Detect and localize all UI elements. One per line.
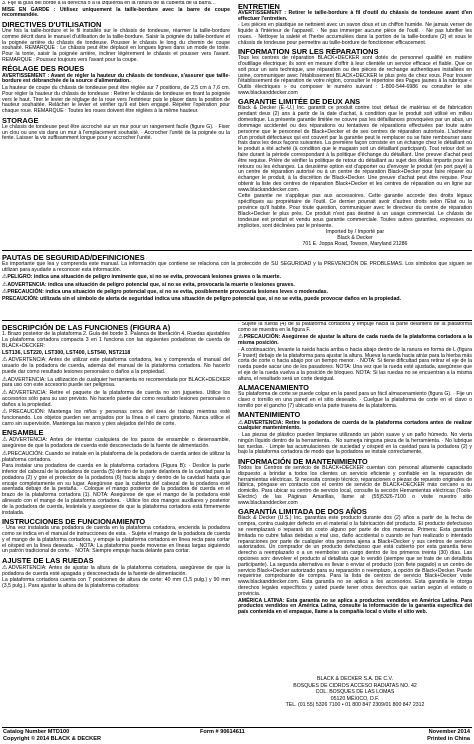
heading-descripcion: DESCRIPCIÓN DE LAS FUNCIONES (FIGURA A) [2,322,171,332]
imported-line-1: Imported by / Importé par [325,229,385,236]
heading-ensamble: ENSAMBLE [2,428,44,438]
mantenimiento-warning: ⚠ADVERTENCIA: Retire la podadora de cuerda de la plataforma cortadora antes de realizar cualquier mantenimiento. [238,419,472,432]
divider-footer [2,727,472,728]
mexico-address [238,676,472,712]
mx-line-3: COL. BOSQUES DE LAS LOMAS [315,689,395,695]
mx-line-2: BOSQUES DE CIDROS ACCESO RADIATAS NO. 42 [293,682,417,689]
heading-almacenamiento: ALMACENAMIENTO [238,383,309,393]
warning-triangle-icon: ⚠ [2,565,9,571]
instrucciones-text: · Una vez instalada una podadora de cuerda en la plataforma cortadora, encienda la podadora como se indica en el manual de instrucciones de esta. · Sujete el mango de la podadora de cuerda y el mango de la plataforma cortadora, y empuje la plataforma cortadora en línea recta para cortar el césped en la línea deseada. · NOTA: La plataforma puede moverse en líneas largas siguiendo un patrón tradicional de corte. · NOTA: Siempre empuje hacia delante para cortar. [2,525,230,555]
imported-line-2: Black & Decker [337,234,373,241]
ajuste-steps: · A continuación, levante la rueda hacia arriba o hacia abajo dentro de la ranura en forma de L (figura F Insert) debajo de la plataforma para ajustar la altura. Mueva la rueda hacia atrás para la hierba más corta de corte o hacia abajo por un tiempo menor. · NOTA: Si tiene dificultad para retirar el eje de la rueda puede sacar uno de los pasadores. NOTA: Una vez que la rueda esté ajustada, asegúrese que el eje de la rueda vuelva a la posición de bloqueo. NOTA: Si las ruedas no se encuentran a la misma altura, el resultado será un corte desigual. [238,346,472,382]
warning-triangle-icon: ⚠ [2,409,10,416]
warning-triangle-icon: ⚠ [2,376,8,383]
imported-line-3: 701 E. Joppa Road, Towson, Maryland 21286 [302,240,408,247]
info-mantenimiento-text: Todos los Centros de servicio de BLACK+DECKER cuentan con personal altamente capacitado dispuesto a brindar a todos los clientes un servicio eficiente y confiable en la reparación de herramientas eléctricas. Si necesita consejo técnico, reparaciones o piezas de repuesto originales de fábrica, póngase en contacto con el centro de servicio de BLACK+DECKER más cercano a su domicilio. Para ubicar su centro de servicio local, consulte la sección Herramientas eléctricas (Tools-Electric) de las Páginas Amarillas, llame al: (55)5326-7100 o visite nuestro sitio www.blackanddecker.com [238,464,472,506]
peligro-text: PELIGRO: indica una situación de peligro inminente que, si no se evita, provocará lesiones graves o la muerte. [7,274,281,281]
footer-date: November 2014 [428,729,470,735]
garantie-text: Black & Decker (É.-U.) Inc. garantit ce produit contre tout défaut de matériau et de fabrication pendant deux (2) ans à partir de la date d'achat, à condition que le produit soit utilisé en milieu domestique. La présente garantie limitée ne couvre pas les défaillances provoquées par un abus, un dommage accidentel ou des réparations ou tentatives de réparations effectuées par toute autre personne que le personnel de Black+Decker et de ses centres de réparation autorisés. L'acheteur d'un produit défectueux qui est couvert par la garantie peut le remplacer ou se faire rembourser sans frais dans les deux façons suivantes. La première façon consiste en un échange chez le détaillant où le produit a été acheté (à condition que le magasin soit un détaillant participant). Tout retour doit se faire durant la période correspondant à la politique d'échange du détaillant. Une preuve d'achat peut être requise. Prière de vérifier la politique de retour du détaillant au sujet des délais impartis pour les retours ou les échanges. La deuxième option est d'apporter ou d'envoyer le produit (en port payé) à un centre de réparation autorisé ou à un centre de réparation Black+Decker pour faire réparer ou échanger le produit, à la discrétion de Black+Decker. Une preuve d'achat peut être requise. Pour obtenir la liste des centres de réparation Black+Decker et les centres de réparation ou en ligne sur www.blackanddecker.com. [238,105,472,193]
adv-2: ⚠ADVERTENCIA: La utilización de cualquier herramienta no recomendada por BLACK+DECKER para uso con este accesorio puede ser peligrosa. [2,376,230,389]
imported-by [238,230,472,247]
precaucion2-text: PRECAUCIÓN: utilizada sin el símbolo de alerta de seguridad indica una situación de peligro potencial que, si no se evita, puede provocar daños en la propiedad. [2,295,401,302]
ajuste-text: La plataforma cortadora cuenta con 7 posiciones de altura de corte: 40 mm (1,5 pulg.) y 90 mm (3,5 pulg.). Para ajustar la altura de la plataforma cortadora: [2,577,230,590]
warning-triangle-icon: ⚠ [2,281,8,288]
warning-triangle-icon: ⚠ [238,419,244,426]
heading-instrucciones: INSTRUCCIONES DE FUNCIONAMIENTO [2,517,146,527]
adv-3: ⚠ADVERTENCIA: Retire el paquete de la plataforma de cuerda no son juguetes. Utilice los accesorios sólo para su uso previsto. No hacerlo puede dar como resultado lesiones personales o daños a la propiedad. [2,390,230,408]
entretien-warning: AVERTISSEMENT : Retirer le taille-bordure à fil d'outil du châssis de tondeuse avant d'en effectuer l'entretien. [238,9,472,22]
descripcion-text: La plataforma cortadora compacta 3 en 1 funciona con las siguientes podadoras de cuerda de BLACK+DECKER: [2,337,230,350]
form-number: Form # 90614611 [200,729,245,735]
entretien-text: · Les pièces en plastique se nettoient avec un savon doux et un chiffon humide. Ne jamais verser de liquide à l'intérieur de l'appareil. · Ne pas immerger aucune pièce de l'outil. · Ne pas lubrifier les roues. · Nettoyer la saleté et l'herbe accumulées dans la portion de la taille-bordure (2) et sous le châssis de tondeuse pour permettre au taille-bordure de fonctionner efficacement. [238,22,472,46]
mx-line-4: 05120 MÉXICO, D.F. [330,695,380,702]
top-right-column [238,1,472,247]
heading-mantenimiento: MANTENIMIENTO [238,410,301,420]
storage-text: Le châssis de tondeuse peut être accroché sur un mur pour un rangement facile (figure G). · Fixer un clou ou une vis dans un mur à l'emplacement souhaité. · Accrocher l'unité de la poignée ou la fente. Laisser la vis suffisamment longue pour y accrocher l'unité. [2,123,230,142]
info-reparations-text: Tous les centres de réparation BLACK+DECKER sont dotés de personnel qualifié en matière d'outillage électrique; ils sont en mesure d'offrir à leur clientèle un service efficace et fiable. Que ce soit pour un avis technique, une réparation ou des pièces de rechange authentiques installées en usine, communiquer avec l'établissement BLACK+DECKER le plus près de chez vous. Pour trouver l'établissement de réparation de votre région, consulter le répertoire des Pages jaunes à la rubrique « Outils électriques » ou composer le numéro suivant : 1-800-544-6986 ou consulter le site www.blackanddecker.com [238,55,472,96]
america-latina-text: AMÉRICA LATINA: Esta garantía no se aplica a productos vendidos en América Latina. Para productos vendidos en América Latina, consulte la información de la garantía específica del país contenida en el empaque, llame a la compañía local o visite el sitio web. [238,597,472,616]
heading-garantie: GARANTIE LIMITÉE DE DEUX ANS [238,97,361,107]
mantenimiento-text: · Las piezas de plástico pueden limpiarse utilizando un jabón suave y un paño húmedo. No vierta ningún líquido dentro de la herramienta. · No sumerja ninguna pieza de la herramienta. · No lubrique las ruedas. · Limpie las acumulaciones de suciedad y césped en la cavidad para la podadora (2) y bajo la plataforma cortadora de modo que la podadora se instale correctamente. [238,431,472,456]
prec-1: ⚠PRECAUCIÓN: Mantenga los niños y personas cerca del área de trabajo mientras esté funcionando. Los objetos pueden ser arrojados por la línea o el carro giratorio. Nunca utilice el carro sin supervisión. Mantenga las manos y pies alejados del hilo de corte. [2,409,230,427]
copyright: Copyright © 2014 BLACK & DECKER [3,736,101,742]
heading-pautas: PAUTAS DE SEGURIDAD/DEFINICIONES [2,252,145,262]
reglage-warning: AVERTISSEMENT : Avant de régler la hauteur du châssis de tondeuse, s'assurer que taille-bordure est débranchée de la source d'alimentation. [2,72,230,85]
ensamble-warning: ⚠ADVERTENCIA: Antes de intentar cualquiera de los pasos de ensamble o desensamble, asegúrese de que la podadora de cuerda esté desconectada de la fuente de alimentación. [2,437,230,450]
intro-line-2: MISE EN GARDE : Utilisez uniquement la taille-bordure avec la barre de coupe recommandée. [2,6,230,19]
heading-garantia: GARANTÍA LIMITADA DE DOS AÑOS [238,507,367,517]
adv-1: ⚠ADVERTENCIA: Antes de utilizar este plataforma cortadora, lea y comprenda el manual del usuario de la podadora de cuerda, además del manual de la plataforma cortadora. No hacerlo puede dar como resultado lesiones personales o daños a la propiedad. [2,357,230,375]
bottom-left-column [2,322,230,708]
descripcion-items: 1. Brazo posterior de la plataforma 2. Guía del borde 3. Palanca de liberación 4. Ruedas ajustables [2,330,230,337]
heading-ajuste: AJUSTE DE LAS RUEDAS [2,555,94,565]
heading-entretien: ENTRETIEN [238,1,280,11]
heading-directives: DIRECTIVES D'UTILISATION [2,19,102,29]
warning-triangle-icon: ⚠ [2,274,8,281]
warning-triangle-icon: ⚠ [2,289,8,296]
heading-info-mantenimiento: INFORMACIÓN DE MANTENIMIENTO [238,456,368,466]
directives-text: Une fois la taille-bordure et le fil installés sur le châssis de tondeuse, réarmer la taille-bordure comme décrit dans le manuel d'utilisation de la taille-bordure. Saisir la poignée du taille-bordure et la poignée arrière du châssis de tondeuse. Pousser le châssis le long du chemin de coupe souhaité. REMARQUE : Le châssis peut être déplacé en longues lignes dans un mode de tonte. Pour la tonte, saisir la poignée arrière, incliner légèrement le châssis et pousser vers l'avant. REMARQUE : Poussez toujours vers l'avant pour la coupe. [2,27,230,63]
printed-in: Printed in China [427,736,470,742]
warning-triangle-icon: ⚠ [2,437,9,444]
pautas-intro: Es importante que lea y comprenda este manual. La información que contiene se relaciona con la protección de SU SEGURIDAD y la PREVENCIÓN DE PROBLEMAS. Los símbolos que siguen se utilizan para ayudarle a reconocer esta información. [2,260,472,273]
divider-middle [2,320,472,321]
heading-reglage: RÉGLAGE DES ROUES [2,64,85,74]
warning-triangle-icon: ⚠ [2,390,9,396]
precaution-f: ⚠PRECAUCIÓN: Asegúrese de ajustar la altura de cada rueda de la plataforma cortadora a la misma posición. [238,334,472,347]
precaucion-text: PRECAUCIÓN: indica una situación de peligro potencial que, si no se evita, posiblemente provocaría lesiones leves o moderadas. [7,289,328,296]
intro-line-1: 3. Fije la guía del borde a la derecha o a la izquierda en la ranura de la cubierta de la barra… [2,1,216,6]
ensamble-precaution: ⚠PRECAUCIÓN: Cuando se instale en la plataforma de la podadora de cuerda antes de utilizar la plataforma cortadora. [2,450,230,463]
bottom-right-column [238,322,472,672]
continued-text: · Sujete la rueda (4) de la plataforma cortadora y empuje hacia la parte delantera de la plataforma como se muestra en la figura F. [238,322,472,333]
top-left-column [2,1,230,247]
warning-triangle-icon: ⚠ [238,334,244,341]
heading-info-reparations: INFORMATION SUR LES RÉPARATIONS [238,46,379,56]
spanish-safety-header [2,252,472,318]
peligro-line [2,274,472,281]
divider-top [2,250,472,251]
reglage-text: La hauteur de coupe du châssis de tondeuse peut être réglée sur 7 positions, de 2,5 cm à 7,6 cm. Pour régler la hauteur du châssis de tondeuse : Retirer le châssis de tondeuse en tirant la poignée vers le haut. Tirer le levier de réglage de la roue vers l'extérieur puis le placer dans la position de hauteur souhaitée. Relâcher le levier et vérifier qu'il est bien engagé. Répéter l'opération pour chaque roue. REMARQUE : Toutes les roues doivent être réglées à la même hauteur. [2,84,230,115]
ajuste-warning: ⚠ADVERTENCIA: Antes de ajustar la altura de la plataforma cortadora, asegúrese de que la podadora de cuerda esté apagada y desconectada de la fuente de alimentación. [2,565,230,577]
catalog-number: Catalog Number MTD100 [3,729,70,735]
advertencia-text: ADVERTENCIA: indica una situación de peligro potencial que, si no se evita, provocaría la muerte o lesiones graves. [7,281,295,288]
ensamble-text: Para instalar una podadora de cuerda en la plataforma cortadora (Figura B): · Deslice la parte inferior del cabezal de la podadora de cuerda (5) dentro de la parte delantera de la cavidad para la podadora (2) y gire el protector de la podadora (6) hacia abajo y dentro de la cavidad hasta que encaje completamente en su lugar. Asegúrese que la cubierta del cabezal de la podadora esté asentada debajo de la pestaña. · Coloque el mango posterior de la podadora de cuerda en el brazo de la plataforma cortadora (1). NOTA: Asegúrese de que el mango de la podadora esté alineado con el mango de la plataforma cortadora. · Utilice los dos mangos auxiliares y posterior de la podadora de cuerda, levántela y asegúrese de que la plataforma cortadora está firmemente instalada. [2,463,230,516]
warning-triangle-icon: ⚠ [2,450,8,457]
mx-line-5: TEL. (01 55) 5326 7100 • 01 800 847 2309/01 800 847 2312 [285,702,425,708]
mx-line-1: BLACK & DECKER S.A. DE C.V. [317,676,393,682]
models-list: LST136, LST220, LST300, LST400, LST540, NST2118 [2,349,131,356]
precaucion2-line [2,297,472,303]
garantie-text-2: Cette garantie ne s'applique pas aux accessoires. Cette garantie accorde des droits légaux spécifiques au propriétaire de l'outil. Ce dernier pourrait avoir d'autres droits selon l'État ou la province qu'il habite. Pour toute question, communiquer avec le directeur du centre de réparation Black+Decker le plus près. Ce produit n'est pas destiné à un usage commercial. Le châssis de tondeuse est produit et vendu sous garantie commerciale. Toutes autres garanties, expresses ou implicites, sont déclinées par le présente. [238,193,472,229]
advertencia-line [2,282,472,289]
heading-storage: STORAGE [2,115,39,125]
warning-triangle-icon: ⚠ [2,357,9,364]
almacenamiento-text: Su plataforma de corte se puede colgar en la pared para un fácil almacenamiento (figura G). · Fije un clavo o tornillo en una pared en el sitio deseado. · Cuelgue la plataforma de corte en el clavo o tornillo por el gancho (7) ubicado en la parte trasera de la plataforma. [238,391,472,410]
garantia-text: Black & Decker (U.S.) Inc. garantiza este producto durante dos (2) años a partir de la fecha de compra, contra cualquier defecto en el material o la fabricación del producto. El producto defectuoso se reemplazará o reparará sin costo alguno por parte de dos maneras. Primera: Esta garantía limitada no cubre fallas debidas a mal uso, daño accidental o cuando se han realizado o intentado reparaciones por parte de cualquier otra persona ajena a Black+Decker y sus centros de servicio autorizados. Un comprador de un producto defectuoso que está cubierto por esta garantía tiene derecho a reemplazarlo o a un reembolso sin cargo dentro de los primeros treinta (30) días. Las opciones son: devolver el producto al detallista que lo vendió (siempre que se trate de un detallista participante). La segunda alternativa es llevar o enviar el producto (con flete pagado) a un centro de servicio Black+Decker autorizado para su reparación o reemplazo, a opción de Black+Decker. Puede requerirse comprobante de compra. Para la lista de centros de servicio Black+Decker visite www.blackanddecker.com. Esta garantía no se aplica a los accesorios. Esta garantía le otorga derechos legales específicos y usted puede tener otros derechos que varían según el estado o provincia. [238,515,472,597]
